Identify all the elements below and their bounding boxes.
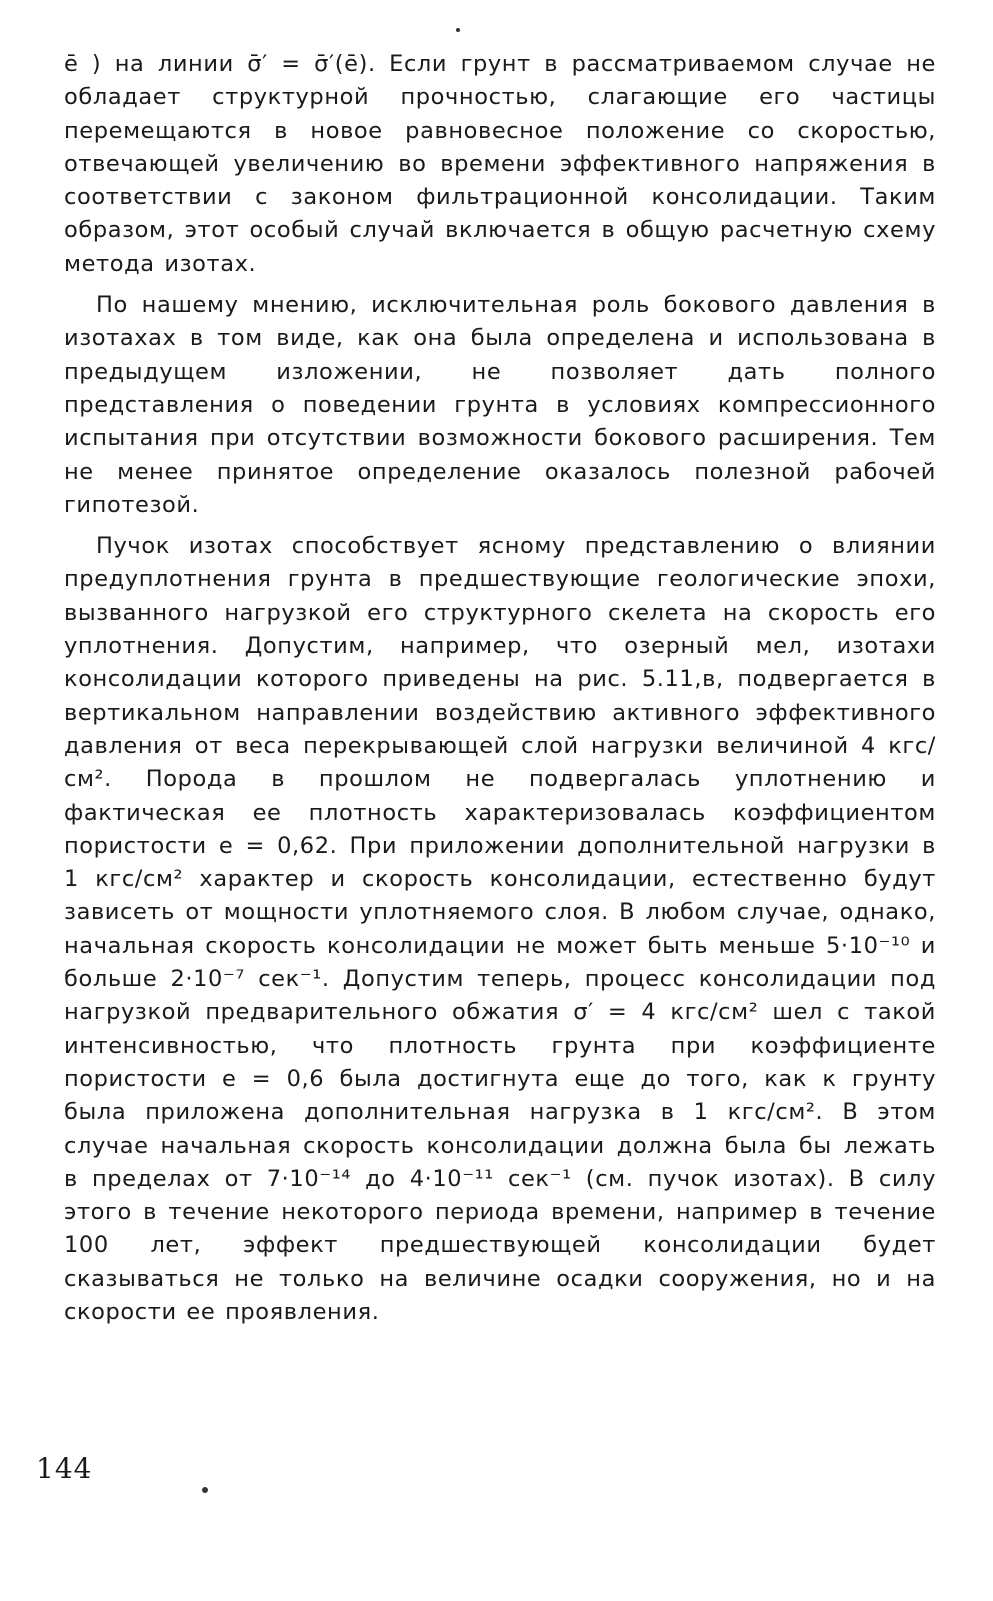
print-speck-top: [456, 28, 460, 32]
page-number: 144: [36, 1452, 93, 1485]
paragraph-1: ē ) на линии σ̄′ = σ̄′(ē). Если грунт в рассматриваемом случае не обладает структурной прочностью, слагающие его частицы перемещаются в новое равновесное положение со скоростью, отвечающей увеличению во времени эффективного напряжения в соответствии с законом фильтрационной консолидации. Таким образом, этот особый случай включается в общую расчетную схему метода изотах.: [64, 51, 936, 277]
print-speck-bottom: [202, 1487, 208, 1493]
page-body: [64, 48, 936, 1329]
paragraph-2: По нашему мнению, исключительная роль бокового давления в изотахах в том виде, как она была определена и использована в предыдущем изложении, не позволяет дать полного представления о поведении грунта в условиях компрессионного испытания при отсутствии возможности бокового расширения. Тем не менее принятое определение оказалось полезной рабочей гипотезой.: [64, 292, 936, 518]
paragraph-3: Пучок изотах способствует ясному представлению о влиянии предуплотнения грунта в предшествующие геологические эпохи, вызванного нагрузкой его структурного скелета на скорость его уплотнения. Допустим, например, что озерный мел, изотахи консолидации которого приведены на рис. 5.11,в, подвергается в вертикальном направлении воздействию активного эффективного давления от веса перекрывающей слой нагрузки величиной 4 кгс/см². Порода в прошлом не подвергалась уплотнению и фактическая ее плотность характеризовалась коэффициентом пористости e = 0,62. При приложении дополнительной нагрузки в 1 кгс/см² характер и скорость консолидации, естественно будут зависеть от мощности уплотняемого слоя. В любом случае, однако, начальная скорость консолидации не может быть меньше 5·10⁻¹⁰ и больше 2·10⁻⁷ сек⁻¹. Допустим теперь, процесс консолидации под нагрузкой предварительного обжатия σ′ = 4 кгс/см² шел с такой интенсивностью, что плотность грунта при коэффициенте пористости e = 0,6 была достигнута еще до того, как к грунту была приложена дополнительная нагрузка в 1 кгс/см². В этом случае начальная скорость консолидации должна была бы лежать в пределах от 7·10⁻¹⁴ до 4·10⁻¹¹ сек⁻¹ (см. пучок изотах). В силу этого в течение некоторого периода времени, например в течение 100 лет, эффект предшествующей консолидации будет сказываться не только на величине осадки сооружения, но и на скорости ее проявления.: [64, 533, 936, 1325]
